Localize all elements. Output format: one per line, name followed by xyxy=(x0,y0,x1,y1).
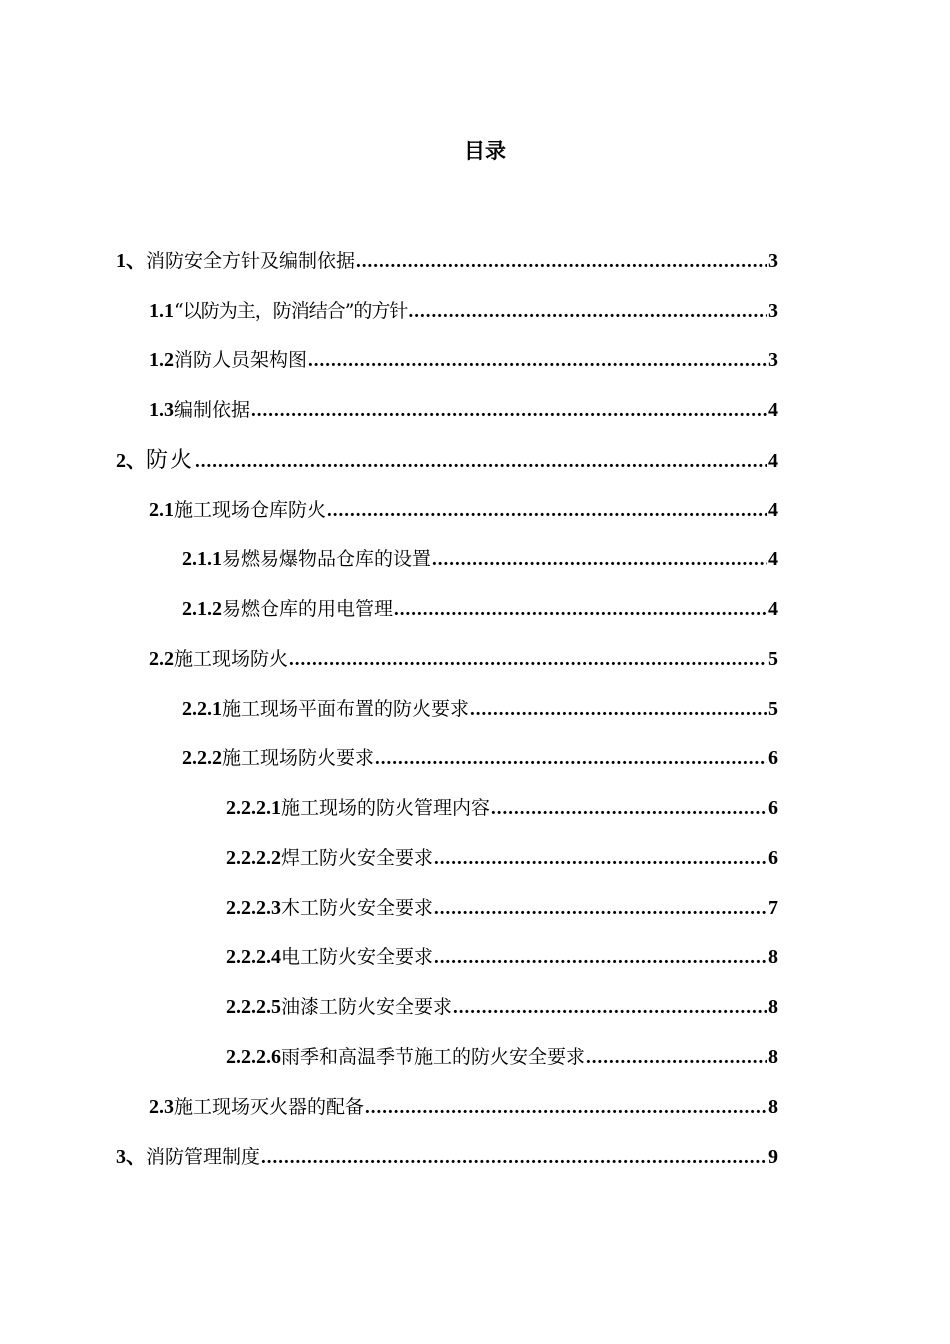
toc-entry-page: 6 xyxy=(768,797,778,819)
toc-dot-leader xyxy=(261,1143,767,1173)
toc-entry-number: 3、 xyxy=(116,1146,146,1168)
toc-entry-text: 防火 xyxy=(146,448,195,473)
toc-entry-text: 施工现场防火要求 xyxy=(222,747,375,769)
toc-entry-text: “以防为主，防消结合”的方针 xyxy=(174,300,408,322)
toc-entry-number: 2.2.1 xyxy=(182,698,222,720)
toc-entry-text: 消防人员架构图 xyxy=(174,349,308,371)
toc-dot-leader xyxy=(327,496,767,526)
toc-entry-number: 2.1.1 xyxy=(182,548,222,570)
toc-dot-leader xyxy=(432,545,767,575)
toc-entry-text: 施工现场仓库防火 xyxy=(174,499,327,521)
toc-entry-page: 3 xyxy=(768,300,778,322)
toc-entry[interactable] xyxy=(226,893,778,923)
toc-entry-page: 5 xyxy=(768,648,778,670)
toc-entry-number: 2.2.2.1 xyxy=(226,797,281,819)
toc-entry-text: 焊工防火安全要求 xyxy=(281,847,434,869)
toc-dot-leader xyxy=(491,794,767,824)
toc-entry-number: 1.1 xyxy=(149,300,174,322)
toc-entry-number: 2、 xyxy=(116,450,146,472)
toc-entry-text: 施工现场灭火器的配备 xyxy=(174,1096,365,1118)
toc-dot-leader xyxy=(434,894,767,924)
toc-entry-page: 3 xyxy=(768,349,778,371)
toc-dot-leader xyxy=(289,645,767,675)
toc-entry[interactable] xyxy=(149,296,778,326)
toc-entry-page: 6 xyxy=(768,747,778,769)
toc-entry[interactable] xyxy=(149,644,778,674)
toc-entry-text: 易燃易爆物品仓库的设置 xyxy=(222,548,432,570)
toc-entry-number: 2.2 xyxy=(149,648,174,670)
toc-dot-leader xyxy=(453,993,767,1023)
toc-entry-text: 消防安全方针及编制依据 xyxy=(146,250,356,272)
toc-entry-page: 9 xyxy=(768,1146,778,1168)
toc-dot-leader xyxy=(434,943,767,973)
toc-entry-page: 6 xyxy=(768,847,778,869)
toc-entry-text: 消防管理制度 xyxy=(146,1146,261,1168)
toc-entry-page: 4 xyxy=(768,499,778,521)
toc-dot-leader xyxy=(434,844,767,874)
toc-dot-leader xyxy=(356,247,767,277)
toc-entry-number: 1.3 xyxy=(149,399,174,421)
toc-entry-number: 2.2.2.2 xyxy=(226,847,281,869)
toc-entry-page: 8 xyxy=(768,1046,778,1068)
toc-entry-text: 易燃仓库的用电管理 xyxy=(222,598,394,620)
toc-entry-number: 1.2 xyxy=(149,349,174,371)
toc-dot-leader xyxy=(394,595,767,625)
toc-entry-page: 3 xyxy=(768,250,778,272)
toc-entry-number: 2.2.2.5 xyxy=(226,996,281,1018)
toc-entry-text: 雨季和高温季节施工的防火安全要求 xyxy=(281,1046,586,1068)
toc-entry-number: 1、 xyxy=(116,250,146,272)
toc-entry-text: 油漆工防火安全要求 xyxy=(281,996,453,1018)
toc-entry-number: 2.2.2.4 xyxy=(226,946,281,968)
toc-entry-number: 2.1.2 xyxy=(182,598,222,620)
toc-entry-page: 4 xyxy=(768,598,778,620)
toc-dot-leader xyxy=(470,695,767,725)
toc-dot-leader xyxy=(586,1043,767,1073)
toc-entry-page: 8 xyxy=(768,996,778,1018)
toc-entry[interactable] xyxy=(226,942,778,972)
toc-title: 目录 xyxy=(464,138,506,163)
toc-entry-page: 7 xyxy=(768,897,778,919)
toc-entry[interactable] xyxy=(116,446,778,476)
toc-entry[interactable] xyxy=(149,395,778,425)
toc-entry-page: 4 xyxy=(768,399,778,421)
toc-dot-leader xyxy=(308,346,767,376)
toc-entry-page: 4 xyxy=(768,548,778,570)
toc-entry-page: 8 xyxy=(768,1096,778,1118)
toc-dot-leader xyxy=(375,744,767,774)
toc-entry[interactable] xyxy=(182,743,778,773)
toc-dot-leader xyxy=(195,447,767,477)
toc-entry-number: 2.3 xyxy=(149,1096,174,1118)
toc-entry[interactable] xyxy=(226,1042,778,1072)
toc-entry[interactable] xyxy=(182,544,778,574)
toc-entry[interactable] xyxy=(182,694,778,724)
toc-entry-text: 施工现场的防火管理内容 xyxy=(281,797,491,819)
toc-entry[interactable] xyxy=(149,1092,778,1122)
toc-entry-page: 5 xyxy=(768,698,778,720)
toc-entry-number: 2.2.2.6 xyxy=(226,1046,281,1068)
toc-entry[interactable] xyxy=(149,495,778,525)
toc-dot-leader xyxy=(365,1093,767,1123)
toc-entry[interactable] xyxy=(226,843,778,873)
toc-entry-text: 木工防火安全要求 xyxy=(281,897,434,919)
toc-entry-page: 4 xyxy=(768,450,778,472)
toc-dot-leader xyxy=(251,396,767,426)
toc-entry[interactable] xyxy=(149,345,778,375)
toc-entry-number: 2.2.2 xyxy=(182,747,222,769)
toc-entry-page: 8 xyxy=(768,946,778,968)
toc-entry-text: 电工防火安全要求 xyxy=(281,946,434,968)
toc-entry[interactable] xyxy=(182,594,778,624)
toc-entry-text: 编制依据 xyxy=(174,399,251,421)
toc-entry[interactable] xyxy=(226,992,778,1022)
toc-entry[interactable] xyxy=(226,793,778,823)
toc-entry-number: 2.1 xyxy=(149,499,174,521)
toc-entry-number: 2.2.2.3 xyxy=(226,897,281,919)
toc-entry-text: 施工现场平面布置的防火要求 xyxy=(222,698,470,720)
toc-entry[interactable] xyxy=(116,246,778,276)
toc-dot-leader xyxy=(408,297,767,327)
toc-entry-text: 施工现场防火 xyxy=(174,648,289,670)
toc-entry[interactable] xyxy=(116,1142,778,1172)
